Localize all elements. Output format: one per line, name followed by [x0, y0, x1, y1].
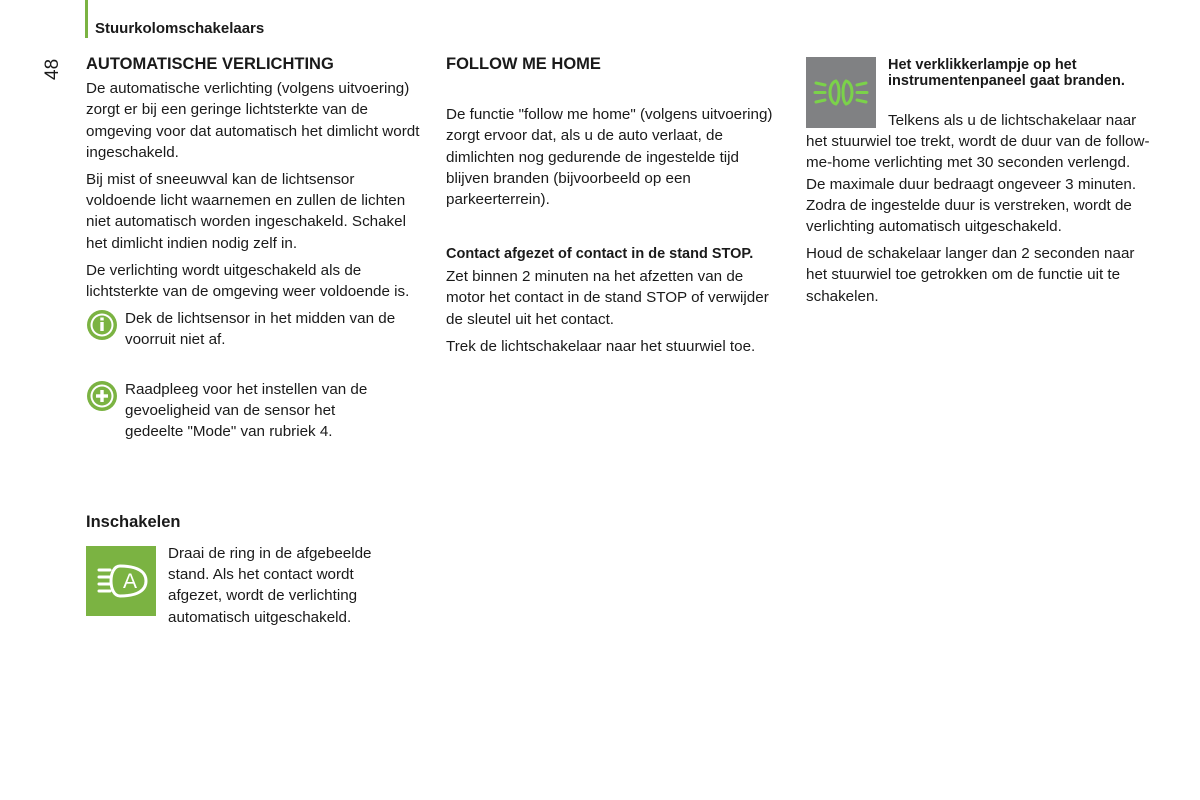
- paragraph: Zet binnen 2 minuten na het afzetten van de motor het contact in de stand STOP of verwijder de sleutel uit het contact.: [446, 268, 769, 328]
- info-icon: [86, 309, 118, 341]
- heading-follow-me-home: FOLLOW ME HOME: [446, 55, 601, 73]
- auto-headlamp-icon: [86, 546, 156, 616]
- paragraph: De functie "follow me home" (volgens uitvoering) zorgt ervoor dat, als u de auto verlaat, de dimlichten nog gedurende de ingestelde tijd blijven branden (bijvoorbeeld op een parkeerterrein).: [446, 106, 773, 209]
- info-note-text: Dek de lichtsensor in het midden van de voorruit niet af.: [125, 310, 396, 349]
- plus-note: [86, 379, 376, 443]
- column-follow-me-home: [446, 54, 778, 363]
- paragraph: De automatische verlichting (volgens uitvoering) zorgt er bij een geringe lichtsterkte van de omgeving voor dat automatisch het dimlicht wordt ingeschakeld.: [86, 80, 420, 161]
- heading-inschakelen: Inschakelen: [86, 513, 181, 531]
- heading-automatic-lighting: AUTOMATISCHE VERLICHTING: [86, 55, 334, 73]
- warning-title: Het verklikkerlampje op het instrumentenpaneel gaat branden.: [888, 57, 1125, 89]
- plus-icon: [86, 380, 118, 412]
- column-indicator: [806, 110, 1151, 307]
- paragraph: Houd de schakelaar langer dan 2 seconden naar het stuurwiel toe getrokken om de functie uit te schakelen.: [806, 245, 1135, 305]
- plus-note-text: Raadpleeg voor het instellen van de gevoeligheid van de sensor het gedeelte "Mode" van rubriek 4.: [125, 380, 368, 441]
- paragraph: Telkens als u de lichtschakelaar naar het stuurwiel toe trekt, wordt de duur van de follow-me-home verlichting met 30 seconden verlengd. De maximale duur bedraagt ongeveer 3 minuten. Zodra de ingestelde duur is verstreken, wordt de verlichting automatisch uitgeschakeld.: [806, 112, 1150, 236]
- column-automatic-lighting: [86, 54, 426, 442]
- paragraph: Bij mist of sneeuwval kan de lichtsensor voldoende licht waarnemen en zullen de lichten niet automatisch worden ingeschakeld. Schakel het dimlicht indien nodig zelf in.: [86, 171, 406, 252]
- lamp-letter: A: [122, 570, 138, 593]
- info-note: [86, 308, 411, 350]
- paragraph: Trek de lichtschakelaar naar het stuurwiel toe.: [446, 337, 756, 355]
- page-number: 48: [42, 58, 63, 80]
- paragraph: De verlichting wordt uitgeschakeld als de lichtsterkte van de omgeving weer voldoende is.: [86, 261, 410, 301]
- section-title: Stuurkolomschakelaars: [95, 20, 265, 37]
- subheading-contact: Contact afgezet of contact in de stand STOP.: [446, 246, 754, 263]
- lamp-instruction: Draai de ring in de afgebeelde stand. Als het contact wordt afgezet, wordt de verlichting automatisch uitgeschakeld.: [168, 545, 372, 626]
- header-accent-bar: [85, 0, 88, 38]
